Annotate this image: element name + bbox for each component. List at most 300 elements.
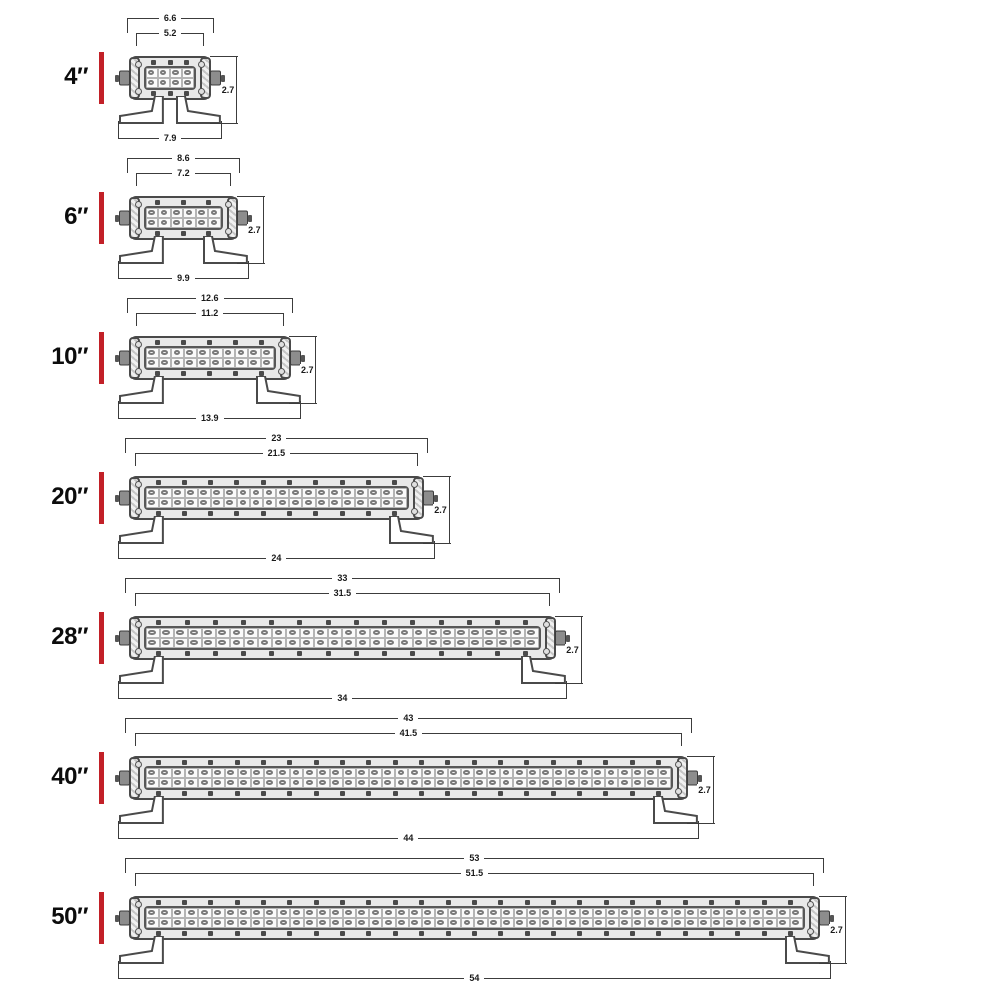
led-cell — [658, 918, 671, 928]
dimension-tick — [136, 173, 137, 186]
housing-bolt — [392, 480, 397, 485]
dimension-line — [125, 858, 465, 859]
housing-bolt — [366, 760, 371, 765]
housing-bolt — [207, 371, 212, 376]
led-cell — [409, 918, 422, 928]
led-cell — [461, 778, 474, 788]
housing-bolt — [326, 620, 331, 625]
dimension-line — [488, 873, 814, 874]
led-cell — [158, 208, 170, 218]
size-label: 10″ — [51, 343, 88, 370]
housing-bolt — [340, 791, 345, 796]
led-cell — [527, 908, 540, 918]
led-cell — [553, 918, 566, 928]
corner-screw — [543, 621, 550, 628]
dimension-tick — [289, 403, 317, 404]
dimension-tick — [292, 298, 293, 313]
dimension-height — [300, 336, 325, 404]
led-cell — [399, 638, 413, 648]
led-cell — [343, 778, 356, 788]
dimension-top-width — [127, 154, 241, 163]
corner-screw — [135, 368, 142, 375]
led-cell — [474, 908, 487, 918]
led-cell — [158, 78, 170, 88]
dimension-line — [181, 33, 204, 34]
dimension-mount-width — [136, 29, 205, 38]
dimension-mount-width — [135, 589, 551, 598]
housing-bolt — [439, 620, 444, 625]
housing-bolt — [366, 900, 371, 905]
led-cell — [448, 778, 461, 788]
dimension-line — [581, 616, 582, 684]
led-cell — [146, 68, 158, 78]
led-cell — [369, 768, 382, 778]
led-cell — [198, 908, 211, 918]
corner-screw — [135, 761, 142, 768]
led-cell — [185, 908, 198, 918]
led-cell — [172, 768, 185, 778]
housing-bolt — [233, 340, 238, 345]
led-cell — [212, 908, 225, 918]
housing-bolt — [235, 931, 240, 936]
housing-bolt — [393, 791, 398, 796]
housing-bolt — [182, 791, 187, 796]
housing-bolt — [709, 900, 714, 905]
dimension-tick — [118, 541, 119, 559]
led-cell — [146, 628, 160, 638]
led-cell — [672, 918, 685, 928]
led-cell — [368, 488, 381, 498]
led-cell — [329, 498, 342, 508]
dimension-top-width — [125, 574, 561, 583]
led-cell — [422, 908, 435, 918]
dimension-line — [127, 18, 159, 19]
led-cell — [553, 768, 566, 778]
led-cell — [408, 778, 421, 788]
dimension-tick — [125, 858, 126, 873]
led-cell — [370, 628, 384, 638]
led-cell — [237, 498, 250, 508]
housing-bolt — [630, 791, 635, 796]
led-cell — [160, 628, 174, 638]
housing-bolt — [498, 791, 503, 796]
led-cell — [314, 628, 328, 638]
led-cell — [272, 628, 286, 638]
led-cell — [342, 638, 356, 648]
dimension-tick — [823, 858, 824, 873]
housing-bolt — [259, 340, 264, 345]
led-cell — [511, 638, 525, 648]
dimension-value: 7.2 — [177, 168, 190, 178]
dimension-tick — [687, 756, 715, 757]
dimension-tick — [135, 733, 136, 746]
corner-screw — [411, 508, 418, 515]
led-cell — [724, 908, 737, 918]
housing-bolt — [551, 931, 556, 936]
led-cell — [158, 68, 170, 78]
led-cell — [174, 628, 188, 638]
lightbar-size-row — [0, 712, 1000, 852]
dimension-tick — [118, 681, 119, 699]
led-cell — [202, 628, 216, 638]
housing-bolt — [184, 60, 189, 65]
led-cell — [487, 778, 500, 788]
housing-bolt — [446, 931, 451, 936]
led-cell — [737, 908, 750, 918]
housing-bolt — [683, 931, 688, 936]
led-cell — [461, 918, 474, 928]
led-cell — [448, 768, 461, 778]
led-cell — [540, 908, 553, 918]
side-mount-bolt-right — [423, 491, 434, 506]
lightbar-diagram — [118, 572, 579, 712]
led-cell — [277, 918, 290, 928]
led-cell — [225, 908, 238, 918]
dimension-line — [422, 733, 682, 734]
dimension-value: 12.6 — [200, 293, 219, 303]
housing-bolt — [314, 931, 319, 936]
dimension-tick — [210, 56, 238, 57]
housing-bolt — [185, 651, 190, 656]
housing-bolt — [603, 760, 608, 765]
dimension-tick — [283, 313, 284, 326]
led-cell — [382, 768, 395, 778]
led-cell — [356, 778, 369, 788]
led-cell — [230, 628, 244, 638]
led-cell — [356, 628, 370, 638]
housing-bolt — [181, 231, 186, 236]
side-mount-bolt-right — [290, 351, 301, 366]
housing-bolt — [241, 620, 246, 625]
led-cell — [685, 918, 698, 928]
led-cell — [368, 498, 381, 508]
led-cell — [277, 768, 290, 778]
housing-bolt — [208, 900, 213, 905]
dimension-line — [125, 578, 333, 579]
housing-bolt — [683, 900, 688, 905]
housing-bolt — [208, 760, 213, 765]
dimension-tick — [136, 33, 137, 46]
housing-bolt — [762, 900, 767, 905]
led-cell — [385, 628, 399, 638]
housing-bolt — [261, 931, 266, 936]
led-cell — [272, 638, 286, 648]
led-cell — [593, 908, 606, 918]
led-cell — [302, 488, 315, 498]
led-cell — [303, 778, 316, 788]
led-cell — [385, 638, 399, 648]
housing-bolt — [261, 900, 266, 905]
led-cell — [314, 638, 328, 648]
housing-bolt — [208, 480, 213, 485]
dimension-line — [181, 138, 222, 139]
dimension-line — [125, 718, 399, 719]
led-cell — [171, 348, 184, 358]
housing-bolt — [551, 900, 556, 905]
housing-bolt-strip-bottom — [145, 510, 408, 517]
housing-bolt — [446, 900, 451, 905]
size-label: 20″ — [51, 483, 88, 510]
led-cell — [382, 918, 395, 928]
housing-bolt — [206, 200, 211, 205]
mounting-bracket-left — [118, 936, 164, 964]
dimension-tick — [237, 196, 265, 197]
led-cell — [497, 638, 511, 648]
dimension-overall-width — [118, 694, 567, 703]
housing-bolt — [604, 900, 609, 905]
dimension-height — [698, 756, 723, 824]
led-cell — [566, 918, 579, 928]
side-mount-bolt-right — [819, 911, 830, 926]
led-cell — [277, 908, 290, 918]
led-cell — [303, 768, 316, 778]
mounting-bracket-left — [118, 796, 164, 824]
dimension-tick — [681, 733, 682, 746]
housing-bolt — [498, 931, 503, 936]
led-cell — [290, 918, 303, 928]
housing-bolt — [297, 651, 302, 656]
housing-bolt — [207, 340, 212, 345]
led-cell — [422, 778, 435, 788]
led-cell — [632, 918, 645, 928]
housing-bolt — [234, 511, 239, 516]
dimension-overall-width — [118, 834, 699, 843]
led-cell — [172, 908, 185, 918]
led-cell — [448, 908, 461, 918]
dimension-line — [223, 313, 283, 314]
housing-bolt — [156, 760, 161, 765]
dimension-overall-width — [118, 554, 435, 563]
housing-bolt — [182, 480, 187, 485]
dimension-top-width — [127, 14, 214, 23]
housing-bolt — [354, 651, 359, 656]
housing-bolt — [495, 651, 500, 656]
led-cell — [369, 908, 382, 918]
led-cell — [441, 638, 455, 648]
led-cell — [580, 908, 593, 918]
dimension-tick — [423, 476, 451, 477]
housing-bolt — [472, 931, 477, 936]
dimension-tick — [118, 401, 119, 419]
led-cell — [258, 638, 272, 648]
housing-bolt — [354, 620, 359, 625]
dimension-top-width — [125, 854, 825, 863]
housing-bolt — [577, 900, 582, 905]
housing-bolt — [213, 651, 218, 656]
housing-bolt — [287, 900, 292, 905]
led-cell — [514, 908, 527, 918]
housing-bolt — [630, 931, 635, 936]
lightbar-size-row — [0, 852, 1000, 992]
lightbar-diagram — [118, 712, 711, 852]
led-cell — [185, 768, 198, 778]
led-cell — [381, 498, 394, 508]
led-cell — [208, 208, 220, 218]
dimension-line — [286, 438, 428, 439]
housing-bolt — [185, 620, 190, 625]
dimension-height — [434, 476, 459, 544]
led-cell — [172, 918, 185, 928]
housing-bolt — [287, 931, 292, 936]
housing-bolt — [419, 760, 424, 765]
led-cell — [435, 768, 448, 778]
housing-bolt — [393, 760, 398, 765]
corner-screw — [135, 481, 142, 488]
led-cell — [619, 908, 632, 918]
lightbar-housing — [130, 336, 290, 380]
led-cell — [159, 348, 172, 358]
led-cell — [223, 358, 236, 368]
dimension-mount-width — [135, 729, 683, 738]
led-cell — [264, 908, 277, 918]
housing-bolt — [182, 511, 187, 516]
led-cell — [527, 768, 540, 778]
led-cell — [461, 908, 474, 918]
dimension-line — [135, 733, 395, 734]
corner-screw — [135, 201, 142, 208]
housing-bolt — [156, 900, 161, 905]
dimension-line — [356, 593, 550, 594]
led-cell — [289, 498, 302, 508]
led-array — [144, 906, 805, 930]
dimension-line — [118, 418, 196, 419]
dimension-value: 7.9 — [163, 133, 177, 143]
led-cell — [276, 488, 289, 498]
led-cell — [455, 628, 469, 638]
led-cell — [435, 908, 448, 918]
led-cell — [427, 628, 441, 638]
led-cell — [304, 918, 317, 928]
dimension-line — [224, 418, 302, 419]
lightbar-size-row — [0, 432, 1000, 572]
led-cell — [592, 768, 605, 778]
led-cell — [619, 918, 632, 928]
led-cell — [185, 778, 198, 788]
housing-bolt — [235, 760, 240, 765]
led-cell — [394, 488, 407, 498]
led-cell — [244, 638, 258, 648]
dimension-line — [236, 56, 237, 124]
dimension-tick — [819, 896, 847, 897]
housing-bolt — [261, 480, 266, 485]
dimension-value: 5.2 — [163, 28, 177, 38]
lightbar-diagram — [118, 12, 235, 152]
led-cell — [251, 778, 264, 788]
housing-bolt — [366, 791, 371, 796]
led-cell — [261, 348, 274, 358]
led-cell — [212, 768, 225, 778]
led-cell — [750, 918, 763, 928]
housing-bolt — [472, 900, 477, 905]
led-cell — [197, 348, 210, 358]
led-cell — [355, 498, 368, 508]
size-label: 40″ — [51, 763, 88, 790]
led-cell — [238, 918, 251, 928]
led-cell — [251, 908, 264, 918]
housing-bolt — [498, 760, 503, 765]
led-cell — [171, 218, 183, 228]
housing-bolt — [235, 900, 240, 905]
dimension-mount-width — [135, 449, 419, 458]
led-cell — [258, 628, 272, 638]
led-cell — [685, 908, 698, 918]
led-cell — [645, 908, 658, 918]
corner-screw — [135, 508, 142, 515]
led-cell — [316, 488, 329, 498]
led-cell — [224, 498, 237, 508]
mounting-bracket-left — [118, 376, 164, 404]
dimension-height — [566, 616, 591, 684]
mounting-bracket-right — [176, 96, 222, 124]
red-accent-tick — [99, 892, 104, 944]
led-cell — [182, 78, 194, 88]
corner-screw — [543, 648, 550, 655]
side-mount-bolt-left — [119, 211, 130, 226]
led-cell — [170, 78, 182, 88]
led-cell — [230, 638, 244, 648]
dimension-tick — [237, 263, 265, 264]
dimension-top-width — [127, 294, 293, 303]
led-cell — [238, 908, 251, 918]
dimension-line — [195, 158, 241, 159]
led-cell — [289, 488, 302, 498]
housing-bolt — [287, 511, 292, 516]
housing-bolt-strip-top — [145, 759, 672, 766]
dimension-line — [449, 476, 450, 544]
side-mount-bolt-right — [687, 771, 698, 786]
dimension-tick — [691, 718, 692, 733]
housing-bolt — [445, 791, 450, 796]
led-cell — [185, 488, 198, 498]
led-cell — [527, 778, 540, 788]
housing-bolt — [182, 931, 187, 936]
corner-screw — [278, 368, 285, 375]
led-array — [144, 346, 276, 370]
led-cell — [461, 768, 474, 778]
led-cell — [208, 218, 220, 228]
led-cell — [184, 358, 197, 368]
housing-bolt — [340, 931, 345, 936]
led-cell — [566, 768, 579, 778]
led-cell — [276, 498, 289, 508]
led-cell — [290, 768, 303, 778]
dimension-line — [352, 578, 560, 579]
led-cell — [441, 628, 455, 638]
housing-bolt — [261, 511, 266, 516]
dimension-tick — [300, 401, 301, 419]
led-cell — [422, 918, 435, 928]
dimension-height — [248, 196, 273, 264]
housing-bolt-strip-top — [145, 619, 540, 626]
corner-screw — [135, 928, 142, 935]
housing-bolt — [603, 791, 608, 796]
housing-bolt — [181, 371, 186, 376]
led-cell — [488, 918, 501, 928]
housing-bolt — [182, 760, 187, 765]
led-cell — [224, 488, 237, 498]
dimension-overall-width — [118, 134, 222, 143]
dimension-tick — [221, 121, 222, 139]
housing-bolt — [182, 900, 187, 905]
dimension-line — [713, 756, 714, 824]
dimension-tick — [559, 578, 560, 593]
lightbar-size-row — [0, 572, 1000, 712]
led-cell — [198, 498, 211, 508]
lightbar-housing — [130, 896, 819, 940]
led-cell — [174, 638, 188, 648]
size-label: 6″ — [64, 203, 88, 230]
led-cell — [763, 908, 776, 918]
